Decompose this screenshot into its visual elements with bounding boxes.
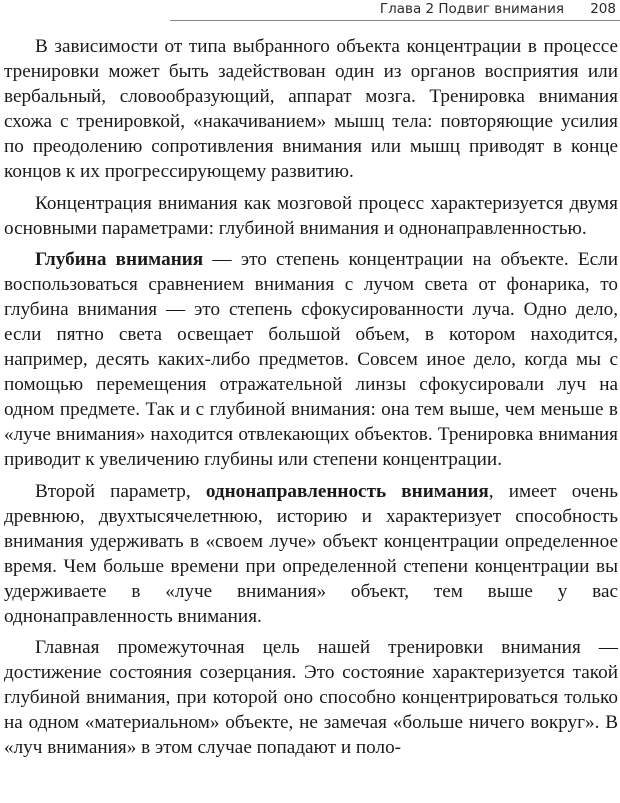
chapter-title: Глава 2 Подвиг внимания	[379, 1, 564, 17]
page-header	[0, 0, 620, 18]
text-run: , имеет очень древнюю, двухтысячелетнюю, историю и характеризует способность внимания удерживать в «своем луче» объект концентрации определенное время. Чем больше времени при определенной степени концентрации вы удерживаете в «луче внимания» объект, тем выше у вас однонаправленность внимания.	[4, 480, 618, 627]
paragraph	[4, 247, 618, 472]
text-run: В зависимости от типа выбранного объекта концентрации в процессе тренировки может быть задействован один из органов восприятия или вербальный, словообразующий, аппарат мозга. Тренировка внимания схожа с тренировкой, «накачиванием» мышц тела: повторяющие усилия по преодолению сопротивления внимания или мышц приводят в конце концов к их прогрессирующему развитию.	[4, 36, 618, 182]
header-rule	[170, 20, 620, 21]
text-run: Второй параметр,	[35, 480, 206, 502]
text-run: — это степень концентрации на объекте. Если воспользоваться сравнением внимания с лучом света от фонарика, то глубина внимания — это степень сфокусированности луча. Одно дело, если пятно света освещает большой объем, в котором находится, например, десять каких-либо предметов. Совсем иное дело, когда мы с помощью перемещения отражательной линзы сфокусировали луч на одном предмете. Так и с глубиной внимания: она тем выше, чем меньше в «луче внимания» находится отвлекающих объектов. Тренировка внимания приводит к увеличению глубины или степени концентрации.	[4, 249, 618, 470]
bold-term: Глубина внимания	[35, 249, 204, 270]
text-run: Главная промежуточная цель нашей тренировки внимания — достижение состояния созерцания. Это состояние характеризуется такой глубиной внимания, при которой оно способно концентрироваться только на одном «материальном» объекте, не замечая «больше ничего вокруг». В «луч внимания» в этом случае попадают и поло-	[4, 637, 618, 758]
paragraph	[4, 34, 618, 184]
page-number: 208	[590, 1, 616, 17]
paragraph	[4, 191, 618, 241]
text-run: Концентрация внимания как мозговой процесс характеризуется двумя основными параметрами: глубиной внимания и однонаправленностью.	[4, 192, 618, 239]
bold-term: однонаправленность внимания	[205, 480, 489, 502]
paragraph	[4, 479, 618, 629]
body-text	[4, 34, 618, 767]
paragraph	[4, 635, 618, 760]
